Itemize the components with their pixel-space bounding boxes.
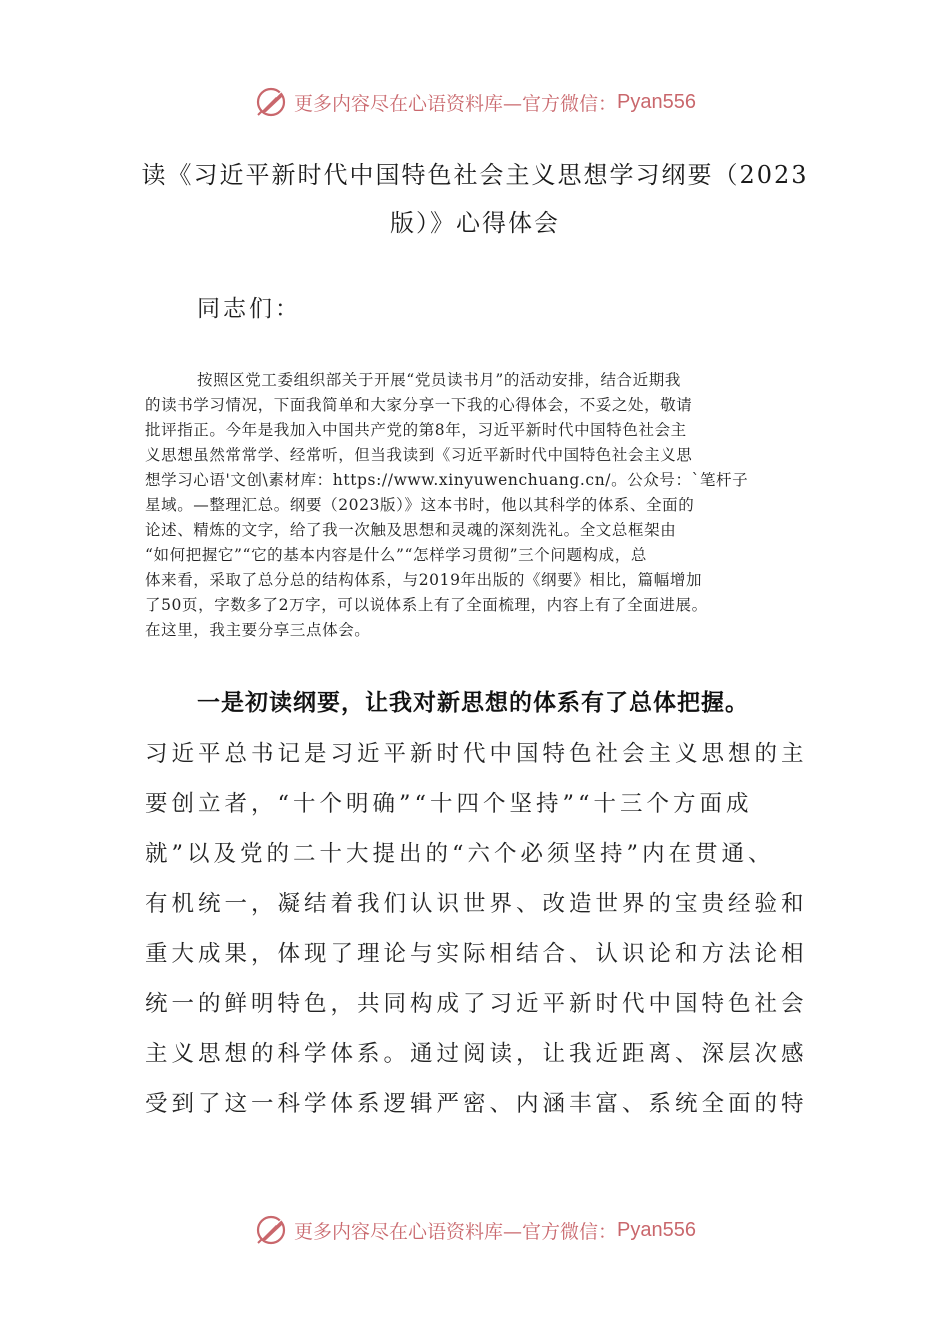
- body-line: 习近平总书记是习近平新时代中国特色社会主义思想的主: [145, 741, 808, 767]
- body-line: 就”以及党的二十大提出的“六个必须坚持”内在贯通、: [145, 841, 775, 867]
- body-line: 有机统一，凝结着我们认识世界、改造世界的宝贵经验和: [145, 891, 808, 917]
- intro-line: 在这里，我主要分享三点体会。: [145, 621, 371, 639]
- watermark-text: 更多内容尽在心语资料库—官方微信：: [294, 1220, 618, 1243]
- watermark-handle: Pyan556: [617, 1218, 696, 1241]
- document-title-line-2: 版）》心得体会: [390, 209, 560, 237]
- header-watermark: [0, 82, 950, 122]
- intro-line: 体来看，采取了总分总的结构体系，与2019年出版的《纲要》相比，篇幅增加: [145, 571, 703, 589]
- intro-line: “如何把握它”“它的基本内容是什么”“怎样学习贯彻”三个问题构成，总: [145, 546, 647, 564]
- intro-line: 星域。—整理汇总。纲要（2023版）》这本书时，他以其科学的体系、全面的: [145, 496, 695, 514]
- watermark-text: 更多内容尽在心语资料库—官方微信：: [294, 92, 618, 115]
- intro-line: 了50页，字数多了2万字，可以说体系上有了全面梳理，内容上有了全面进展。: [145, 596, 708, 614]
- salutation: 同志们：: [197, 296, 301, 322]
- section-heading: 一是初读纲要，让我对新思想的体系有了总体把握。: [197, 689, 749, 716]
- intro-line: 义思想虽然常常学、经常听，但当我读到《习近平新时代中国特色社会主义思: [145, 446, 693, 464]
- body-line: 主义思想的科学体系。通过阅读，让我近距离、深层次感: [145, 1041, 808, 1067]
- body-line: 重大成果，体现了理论与实际相结合、认识论和方法论相: [145, 941, 808, 967]
- quill-logo-icon: [254, 85, 288, 119]
- body-line: 受到了这一科学体系逻辑严密、内涵丰富、系统全面的特: [145, 1091, 808, 1117]
- footer-watermark: [0, 1210, 950, 1250]
- intro-line: 想学习心语'文创\素材库：https://www.xinyuwenchuang.cn/。公众号：`笔杆子: [145, 471, 749, 489]
- watermark-handle: Pyan556: [617, 90, 696, 113]
- intro-line: 按照区党工委组织部关于开展“党员读书月”的活动安排，结合近期我: [197, 371, 681, 389]
- body-line: 统一的鲜明特色，共同构成了习近平新时代中国特色社会: [145, 991, 808, 1017]
- document-title-line-1: 读《习近平新时代中国特色社会主义思想学习纲要（2023: [141, 161, 809, 189]
- intro-line: 论述、精炼的文字，给了我一次触及思想和灵魂的深刻洗礼。全文总框架由: [145, 521, 677, 539]
- intro-line: 的读书学习情况，下面我简单和大家分享一下我的心得体会，不妥之处，敬请: [145, 396, 693, 414]
- quill-logo-icon: [254, 1213, 288, 1247]
- body-line: 要创立者，“十个明确”“十四个坚持”“十三个方面成: [145, 791, 753, 817]
- intro-line: 批评指正。今年是我加入中国共产党的第8年，习近平新时代中国特色社会主: [145, 421, 687, 439]
